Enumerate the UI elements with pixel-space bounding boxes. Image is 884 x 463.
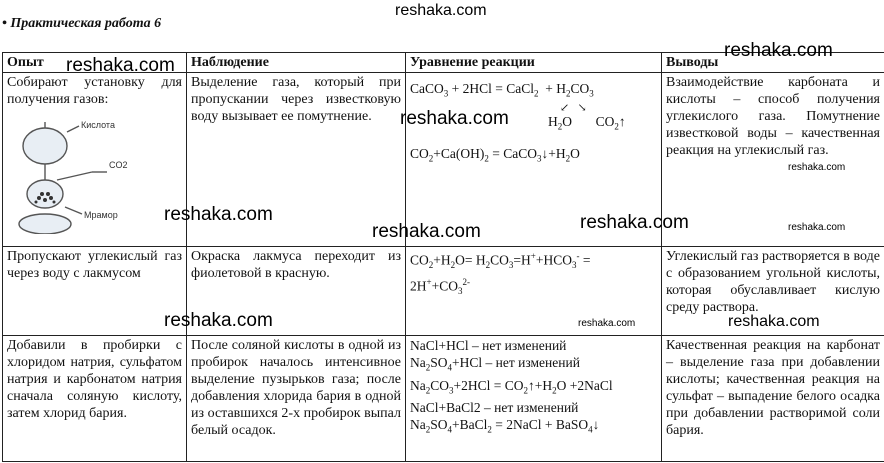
gas-label: CO2 (109, 160, 128, 170)
watermark: reshaka.com (400, 108, 509, 129)
watermark: reshaka.com (788, 162, 846, 173)
header-equation: Уравнение реакции (406, 53, 662, 73)
equation-line: $CO_2+Ca(OH)_2$ = $CaCO_3↓+H_2O$ (410, 146, 580, 165)
experiment-cell: Пропускают углекислый газ через воду с лакмусом (3, 247, 187, 336)
equation-line: $Na_2CO_3+2HCl$ = $CO_2↑+H_2O$ +2NaCl (410, 377, 613, 396)
conclusion-cell: Взаимодействие карбоната и кислоты – способ получения углекислого газа. Помутнение известковой воды – качественная реакция на углекислый газ. (662, 73, 884, 247)
header-conclusion: Выводы (662, 53, 884, 73)
header-observation: Наблюдение (187, 53, 406, 73)
observation-cell: Окраска лакмуса переходит из фиолетовой в красную. (187, 247, 406, 336)
observation-cell: После соляной кислоты в одной из пробирок началось интенсивное выделение пузырьков газа; после добавления хлорида бария в одной из оставшихся 2-х пробирок выпал белый осадок. (187, 336, 406, 462)
equation-line: $Na_2SO_4+BaCl_2$ = 2NaCl + BaSO$_4$↓ (410, 417, 600, 436)
equation-line: CaCO$_3$ + 2HCl = CaCl$_2$ + $H_2CO_3$ (410, 81, 594, 99)
watermark: reshaka.com (395, 2, 487, 19)
equation-cell (406, 336, 662, 462)
watermark: reshaka.com (578, 318, 636, 329)
equation-line: ↙ ↘ (560, 101, 587, 114)
conclusion-cell: Качественная реакция на карбонат – выделение газа при добавлении кислоты; качественная реакция на сульфат – выпадение белого осадка при добавлении растворимой соли бария. (662, 336, 884, 462)
observation-cell: Выделение газа, который при пропускании через известковую воду вызывает ее помутнение. (187, 73, 406, 247)
equation-line: NaCl+HCl – нет изменений (410, 338, 567, 353)
watermark: reshaka.com (724, 40, 833, 61)
equation-line: $H_2O$ $CO_2↑$ (548, 113, 626, 132)
watermark: reshaka.com (788, 222, 846, 233)
page-title: • Практическая работа 6 (2, 16, 162, 31)
experiment-cell: Добавили в пробирки с хлоридом натрия, сульфатом натрия и карбонатом натрия сначала соляную кислоту, затем хлорид бария. (3, 336, 187, 462)
watermark: reshaka.com (66, 55, 175, 76)
watermark: reshaka.com (164, 204, 273, 225)
watermark: reshaka.com (728, 313, 820, 330)
equation-line: $CO_2+H_2O= H_2CO_3=H^++HCO_3^-$ = (410, 251, 591, 271)
gas-apparatus-illustration (7, 112, 177, 234)
watermark: reshaka.com (580, 212, 689, 233)
header-experiment: Опыт (3, 53, 187, 73)
watermark: reshaka.com (164, 310, 273, 331)
table-row (3, 336, 884, 462)
acid-label: Кислота (81, 120, 115, 130)
marble-label: Мрамор (84, 210, 118, 220)
experiment-text: Собирают установку для получения газов: (7, 75, 182, 107)
watermark: reshaka.com (372, 221, 481, 242)
conclusion-cell: Углекислый газ растворяется в воде с образованием угольной кислоты, которая обуславливает кислую среду раствора. (662, 247, 884, 336)
experiment-cell (3, 73, 187, 247)
equation-line: $Na_2SO_4+HCl$ – нет изменений (410, 355, 580, 373)
equation-line: NaCl+BaCl2 – нет изменений (410, 400, 579, 416)
equation-line: $2H^++CO_3^{2-}$ (410, 277, 470, 297)
